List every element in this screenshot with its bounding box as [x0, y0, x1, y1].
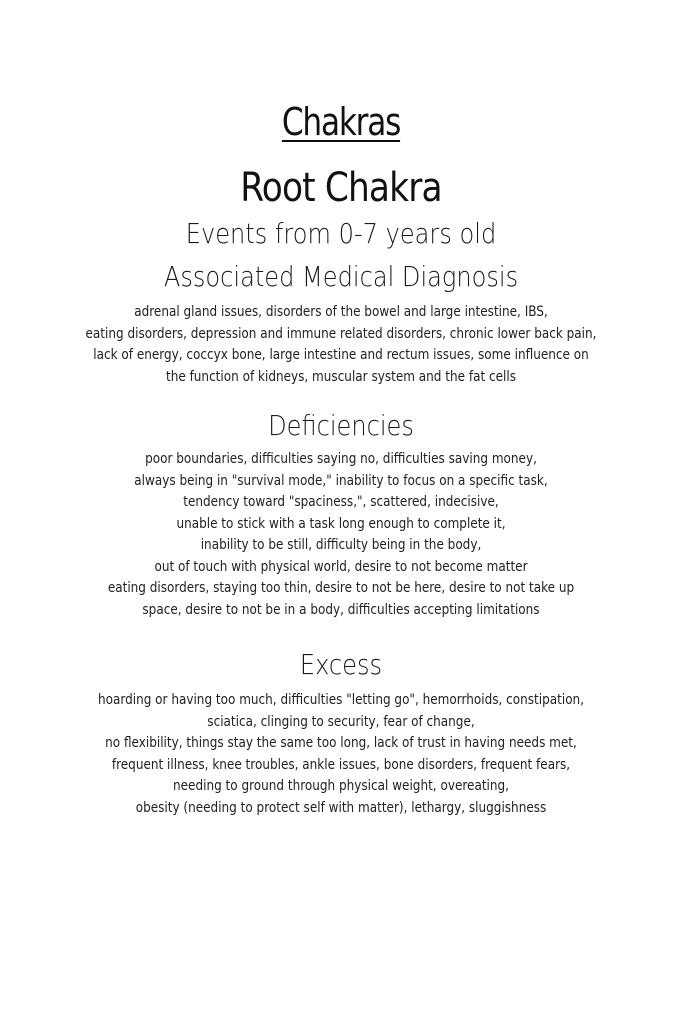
age-range-subtitle: Events from 0-7 years old — [185, 217, 497, 250]
text-line: inability to be still, difficulty being in the body, — [200, 537, 482, 553]
text-line: eating disorders, depression and immune related disorders, chronic lower back pain, — [85, 325, 597, 342]
excess-heading: Excess — [299, 648, 383, 681]
text-line: eating disorders, staying too thin, desire to not be here, desire to not take up — [107, 580, 575, 596]
text-line: the function of kidneys, muscular system and the fat cells — [165, 368, 517, 385]
text-line: frequent illness, knee troubles, ankle issues, bone disorders, frequent fears, — [111, 756, 571, 773]
deficiencies-heading: Deficiencies — [268, 409, 414, 442]
text-line: unable to stick with a task long enough to complete it, — [176, 515, 506, 532]
chakra-name-heading: Root Chakra — [240, 165, 442, 211]
text-line: needing to ground through physical weight, overeating, — [173, 778, 509, 794]
text-line: no flexibility, things stay the same too long, lack of trust in having needs met, — [105, 735, 577, 751]
text-line: obesity (needing to protect self with matter), lethargy, sluggishness — [135, 799, 547, 816]
medical-diagnosis-text — [48, 302, 635, 388]
medical-diagnosis-heading: Associated Medical Diagnosis — [163, 260, 519, 293]
text-line: poor boundaries, difficulties saying no, difficulties saving money, — [145, 451, 537, 467]
text-line: out of touch with physical world, desire to not become matter — [154, 558, 528, 575]
deficiencies-text — [48, 449, 635, 621]
excess-text — [48, 690, 635, 819]
text-line: always being in "survival mode," inability to focus on a specific task, — [134, 472, 548, 489]
document-title: Chakras — [281, 100, 401, 144]
text-line: lack of energy, coccyx bone, large intestine and rectum issues, some influence on — [93, 347, 589, 363]
text-line: space, desire to not be in a body, difficulties accepting limitations — [142, 601, 540, 618]
text-line: sciatica, clinging to security, fear of change, — [207, 713, 475, 730]
text-line: adrenal gland issues, disorders of the bowel and large intestine, IBS, — [134, 304, 548, 320]
text-line: hoarding or having too much, difficulties "letting go", hemorrhoids, constipation, — [97, 692, 585, 708]
text-line: tendency toward "spaciness,", scattered, indecisive, — [183, 494, 499, 510]
